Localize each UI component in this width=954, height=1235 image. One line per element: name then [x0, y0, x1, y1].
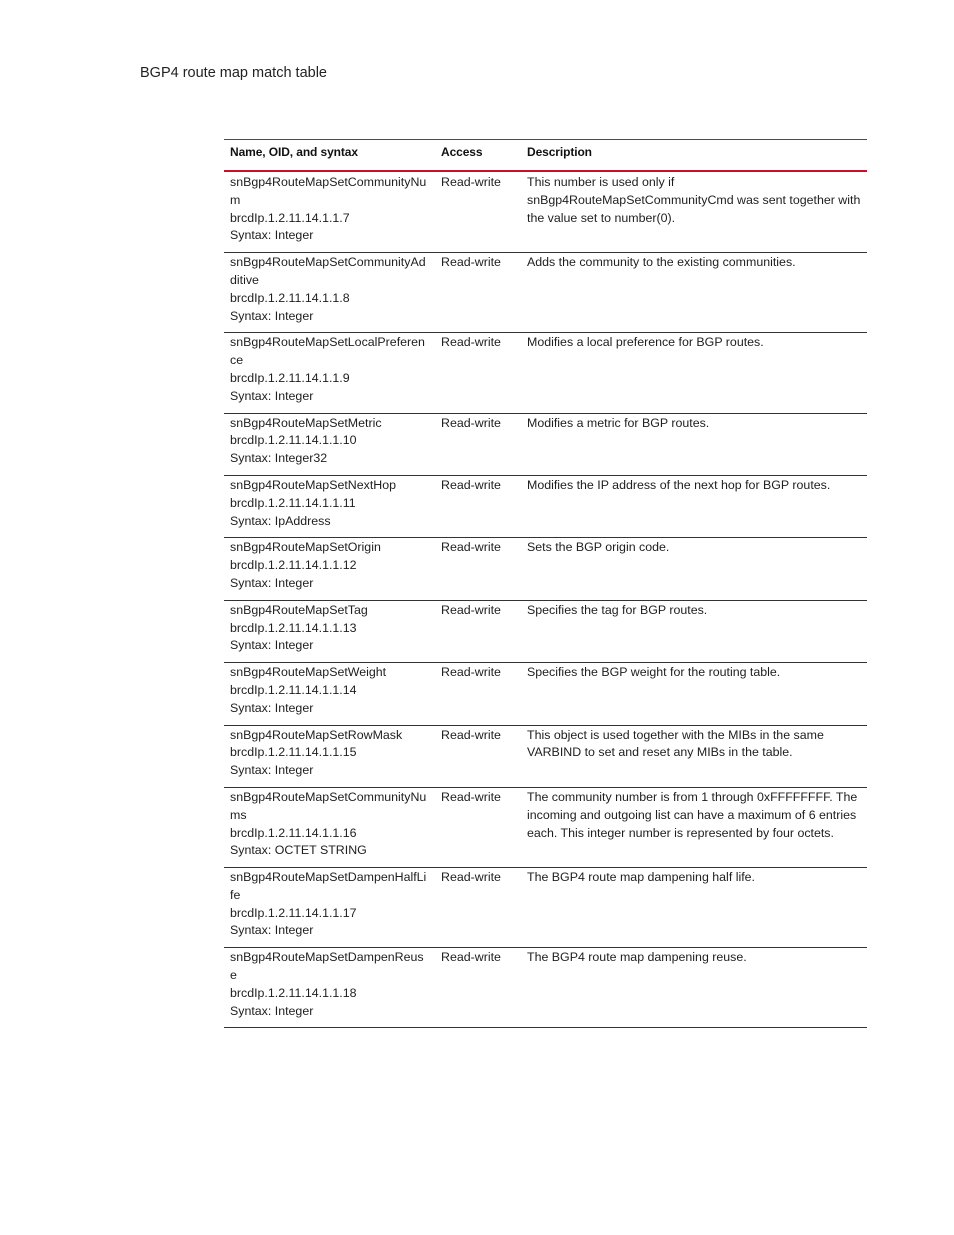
description-cell: The BGP4 route map dampening reuse. [521, 948, 867, 1028]
description-cell: Modifies the IP address of the next hop for BGP routes. [521, 475, 867, 537]
object-syntax: Syntax: Integer [230, 388, 314, 403]
object-syntax: Syntax: IpAddress [230, 513, 331, 528]
object-oid: brcdIp.1.2.11.14.1.1.13 [230, 620, 357, 635]
object-name: snBgp4RouteMapSetOrigin [230, 540, 381, 555]
object-syntax: Syntax: Integer [230, 228, 314, 243]
table-row [224, 787, 867, 867]
table-row [224, 538, 867, 600]
object-name-cell [224, 171, 435, 253]
object-name: snBgp4RouteMapSetRowMask [230, 727, 403, 742]
table-header-row [224, 140, 867, 172]
description-cell: Modifies a local preference for BGP routes. [521, 333, 867, 413]
table-row [224, 868, 867, 948]
table-row [224, 663, 867, 725]
table-row [224, 333, 867, 413]
description-cell: Adds the community to the existing communities. [521, 253, 867, 333]
table-row [224, 413, 867, 475]
object-oid: brcdIp.1.2.11.14.1.1.17 [230, 905, 357, 920]
object-oid: brcdIp.1.2.11.14.1.1.10 [230, 433, 357, 448]
access-cell: Read-write [435, 413, 521, 475]
access-cell: Read-write [435, 475, 521, 537]
object-name: snBgp4RouteMapSetDampenReuse [230, 950, 424, 983]
object-oid: brcdIp.1.2.11.14.1.1.18 [230, 985, 357, 1000]
object-name: snBgp4RouteMapSetCommunityNum [230, 175, 427, 207]
object-name: snBgp4RouteMapSetTag [230, 602, 368, 617]
description-cell: This object is used together with the MIBs in the same VARBIND to set and reset any MIBs in the table. [521, 725, 867, 787]
object-oid: brcdIp.1.2.11.14.1.1.16 [230, 825, 357, 840]
object-name: snBgp4RouteMapSetCommunityNums [230, 789, 427, 822]
table-row [224, 253, 867, 333]
object-oid: brcdIp.1.2.11.14.1.1.12 [230, 558, 357, 573]
object-oid: brcdIp.1.2.11.14.1.1.14 [230, 682, 357, 697]
object-oid: brcdIp.1.2.11.14.1.1.8 [230, 290, 350, 305]
object-syntax: Syntax: Integer32 [230, 451, 328, 466]
description-cell: The BGP4 route map dampening half life. [521, 868, 867, 948]
table-row [224, 171, 867, 253]
column-header-description: Description [521, 140, 867, 172]
running-header: BGP4 route map match table [140, 65, 327, 81]
object-oid: brcdIp.1.2.11.14.1.1.7 [230, 210, 350, 225]
column-header-access: Access [435, 140, 521, 172]
description-cell: Specifies the BGP weight for the routing table. [521, 663, 867, 725]
object-oid: brcdIp.1.2.11.14.1.1.11 [230, 495, 356, 510]
access-cell: Read-write [435, 663, 521, 725]
description-cell: Modifies a metric for BGP routes. [521, 413, 867, 475]
object-syntax: Syntax: Integer [230, 308, 314, 323]
object-syntax: Syntax: Integer [230, 923, 314, 938]
object-syntax: Syntax: Integer [230, 700, 314, 715]
table-row [224, 475, 867, 537]
object-syntax: Syntax: Integer [230, 638, 314, 653]
object-name-cell [224, 663, 435, 725]
object-name-cell [224, 868, 435, 948]
object-oid: brcdIp.1.2.11.14.1.1.9 [230, 370, 350, 385]
table-row [224, 725, 867, 787]
object-name: snBgp4RouteMapSetWeight [230, 665, 387, 680]
access-cell: Read-write [435, 600, 521, 662]
access-cell: Read-write [435, 171, 521, 253]
description-cell: This number is used only if snBgp4RouteMapSetCommunityCmd was sent together with the value set to number(0). [521, 171, 867, 253]
object-name-cell [224, 538, 435, 600]
column-header-name: Name, OID, and syntax [224, 140, 435, 172]
access-cell: Read-write [435, 868, 521, 948]
object-name: snBgp4RouteMapSetCommunityAdditive [230, 255, 426, 287]
description-cell: The community number is from 1 through 0xFFFFFFFF. The incoming and outgoing list can have a maximum of 6 entries each. This integer number is represented by four octets. [521, 787, 867, 867]
object-name-cell [224, 948, 435, 1028]
object-name-cell [224, 413, 435, 475]
access-cell: Read-write [435, 948, 521, 1028]
object-name: snBgp4RouteMapSetNextHop [230, 477, 396, 492]
object-syntax: Syntax: Integer [230, 763, 314, 778]
access-cell: Read-write [435, 725, 521, 787]
table-body [224, 171, 867, 1028]
object-syntax: Syntax: Integer [230, 1003, 314, 1018]
access-cell: Read-write [435, 253, 521, 333]
mib-object-table [224, 139, 867, 1028]
object-name-cell [224, 253, 435, 333]
object-name-cell [224, 725, 435, 787]
object-syntax: Syntax: OCTET STRING [230, 843, 367, 858]
object-name-cell [224, 600, 435, 662]
description-cell: Specifies the tag for BGP routes. [521, 600, 867, 662]
object-name-cell [224, 787, 435, 867]
object-name: snBgp4RouteMapSetDampenHalfLife [230, 870, 427, 902]
object-name-cell [224, 333, 435, 413]
access-cell: Read-write [435, 787, 521, 867]
access-cell: Read-write [435, 538, 521, 600]
table-row [224, 948, 867, 1028]
description-cell: Sets the BGP origin code. [521, 538, 867, 600]
table-row [224, 600, 867, 662]
object-syntax: Syntax: Integer [230, 575, 314, 590]
object-name-cell [224, 475, 435, 537]
object-oid: brcdIp.1.2.11.14.1.1.15 [230, 745, 357, 760]
object-name: snBgp4RouteMapSetMetric [230, 415, 382, 430]
access-cell: Read-write [435, 333, 521, 413]
object-name: snBgp4RouteMapSetLocalPreference [230, 335, 425, 368]
